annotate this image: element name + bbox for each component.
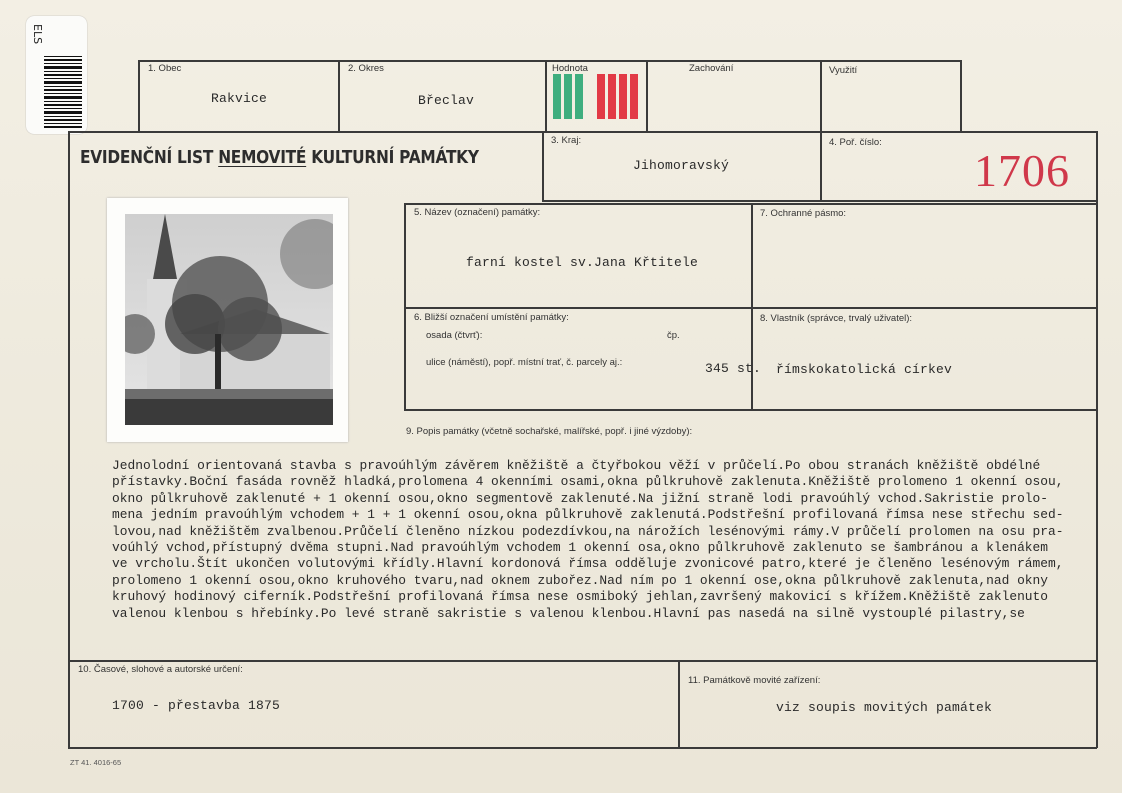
- rule: [960, 60, 962, 132]
- umisteni-label: 6. Bližší označení umístění památky:: [414, 312, 569, 323]
- zachovani-label: Zachování: [689, 63, 734, 74]
- popis-line: lovou,nad kněžištěm zvalbenou.Průčelí členěno nízkou podezdívkou,na nárožích lesénovými rámy.V průčelí prolomen na osu pra-: [112, 523, 1064, 539]
- rule: [542, 131, 544, 201]
- barcode-sticker: [26, 16, 87, 134]
- rule: [138, 60, 140, 132]
- nazev-value: farní kostel sv.Jana Křtitele: [466, 255, 699, 270]
- title-part-3: KULTURNÍ PAMÁTKY: [306, 148, 479, 168]
- red-mark: [619, 74, 627, 119]
- rule: [68, 660, 1097, 662]
- popis-line: valenou klenbou s hřebínky.Po levé straně sakristie s valenou klenbou.Hlavní pas nasedá na silně vystouplé pilastry,se: [112, 605, 1025, 621]
- page-title: [80, 148, 479, 168]
- urceni-label: 10. Časové, slohové a autorské určení:: [78, 664, 243, 675]
- kraj-value: Jihomoravský: [633, 158, 730, 173]
- hodnota-marker-icon: [550, 72, 640, 122]
- zarizeni-label: 11. Památkově movité zařízení:: [688, 675, 821, 686]
- rule: [1096, 131, 1098, 748]
- barcode-text: ELS: [31, 24, 44, 45]
- okres-label: 2. Okres: [348, 63, 384, 74]
- rule: [68, 747, 1097, 749]
- parcela-value: 345 st.: [705, 361, 762, 376]
- vyuziti-label: Využití: [829, 65, 858, 76]
- popis-line: kruhový hodinový ciferník.Podstřešní profilovaná římsa nese osmiboký jehlan,završený makovicí s křížem.Kněžiště zaklenuto: [112, 589, 1049, 605]
- green-mark: [575, 74, 583, 119]
- ochranne-label: 7. Ochranné pásmo:: [760, 208, 847, 219]
- popis-line: ve vrcholu.Štít ukončen volutovými křídly.Hlavní kordonová římsa odděluje zvonicové patro,které je členěno lesénovým rámem,: [112, 556, 1064, 572]
- ulice-label: ulice (náměstí), popř. místní trať, č. parcely aj.:: [426, 357, 623, 368]
- rule: [404, 409, 1097, 411]
- obec-label: 1. Obec: [148, 63, 182, 74]
- popis-text: [112, 458, 1097, 622]
- rule: [68, 131, 1097, 133]
- green-mark: [553, 74, 561, 119]
- popis-line: přístavky.Boční fasáda rovněž hladká,prolomena 4 okenními osami,okna půlkruhově zaklenuta.Kněžiště prolomeno 1 okenní osou,: [112, 474, 1064, 490]
- urceni-value: 1700 - přestavba 1875: [112, 698, 281, 713]
- red-mark: [608, 74, 616, 119]
- rule: [820, 60, 822, 132]
- obec-value: Rakvice: [211, 91, 268, 106]
- cp-label: čp.: [667, 330, 680, 341]
- red-mark: [597, 74, 605, 119]
- nazev-label: 5. Název (označení) památky:: [414, 207, 541, 218]
- title-part-2: NEMOVITÉ: [218, 148, 307, 168]
- kraj-label: 3. Kraj:: [551, 135, 582, 146]
- cislo-label: 4. Poř. číslo:: [829, 137, 882, 148]
- hodnota-label: Hodnota: [552, 63, 588, 74]
- rule: [338, 60, 340, 132]
- popis-label: 9. Popis památky (včetně sochařské, malířské, popř. i jiné výzdoby):: [406, 426, 693, 437]
- vlastnik-value: římskokatolická církev: [776, 362, 953, 377]
- green-mark: [564, 74, 572, 119]
- osada-label: osada (čtvrť):: [426, 330, 483, 341]
- rule: [68, 131, 70, 748]
- popis-line: okno půlkruhově zaklenuté + 1 okenní osou,okno segmentově zaklenuté.Na jižní straně lodi pravoúhlý vchod.Sakristie prolo-: [112, 490, 1049, 506]
- title-part-1: EVIDENČNÍ LIST: [80, 148, 219, 168]
- rule: [138, 60, 961, 62]
- popis-line: prolomeno 1 okenní osou,okno kruhového tvaru,nad oknem zubořez.Nad ním po 1 okenní ose,okna půlkruhově zaklenuta,nad okny: [112, 572, 1049, 588]
- rule: [820, 131, 822, 201]
- popis-line: mena jedním pravoúhlým vchodem + 1 + 1 okenní osou,okna půlkruhově zaklenutá.Podstřešní profilovaná římsa nese střechu sed-: [112, 507, 1064, 523]
- photo-frame: [107, 198, 348, 442]
- vlastnik-label: 8. Vlastník (správce, trvalý uživatel):: [760, 313, 913, 324]
- rule: [404, 307, 1097, 309]
- church-photo: [125, 214, 333, 425]
- form-code: ZT 41. 4016-65: [70, 758, 122, 767]
- rule: [545, 60, 547, 132]
- rule: [542, 200, 1097, 202]
- okres-value: Břeclav: [418, 93, 475, 108]
- record-number: 1706: [974, 145, 1070, 196]
- rule: [678, 660, 680, 748]
- popis-line: voúhlý vchod,přístupný dvěma stupni.Nad pravoúhlým vchodem 1 okenní osa,okno půlkruhově zaklenuto se šambránou a klenákem: [112, 540, 1049, 556]
- red-mark: [630, 74, 638, 119]
- popis-line: Jednolodní orientovaná stavba s pravoúhlým závěrem kněžiště a čtyřbokou věží v průčelí.Po obou stranách kněžiště obdélné: [112, 458, 1041, 473]
- rule: [646, 60, 648, 132]
- zarizeni-value: viz soupis movitých památek: [776, 700, 993, 715]
